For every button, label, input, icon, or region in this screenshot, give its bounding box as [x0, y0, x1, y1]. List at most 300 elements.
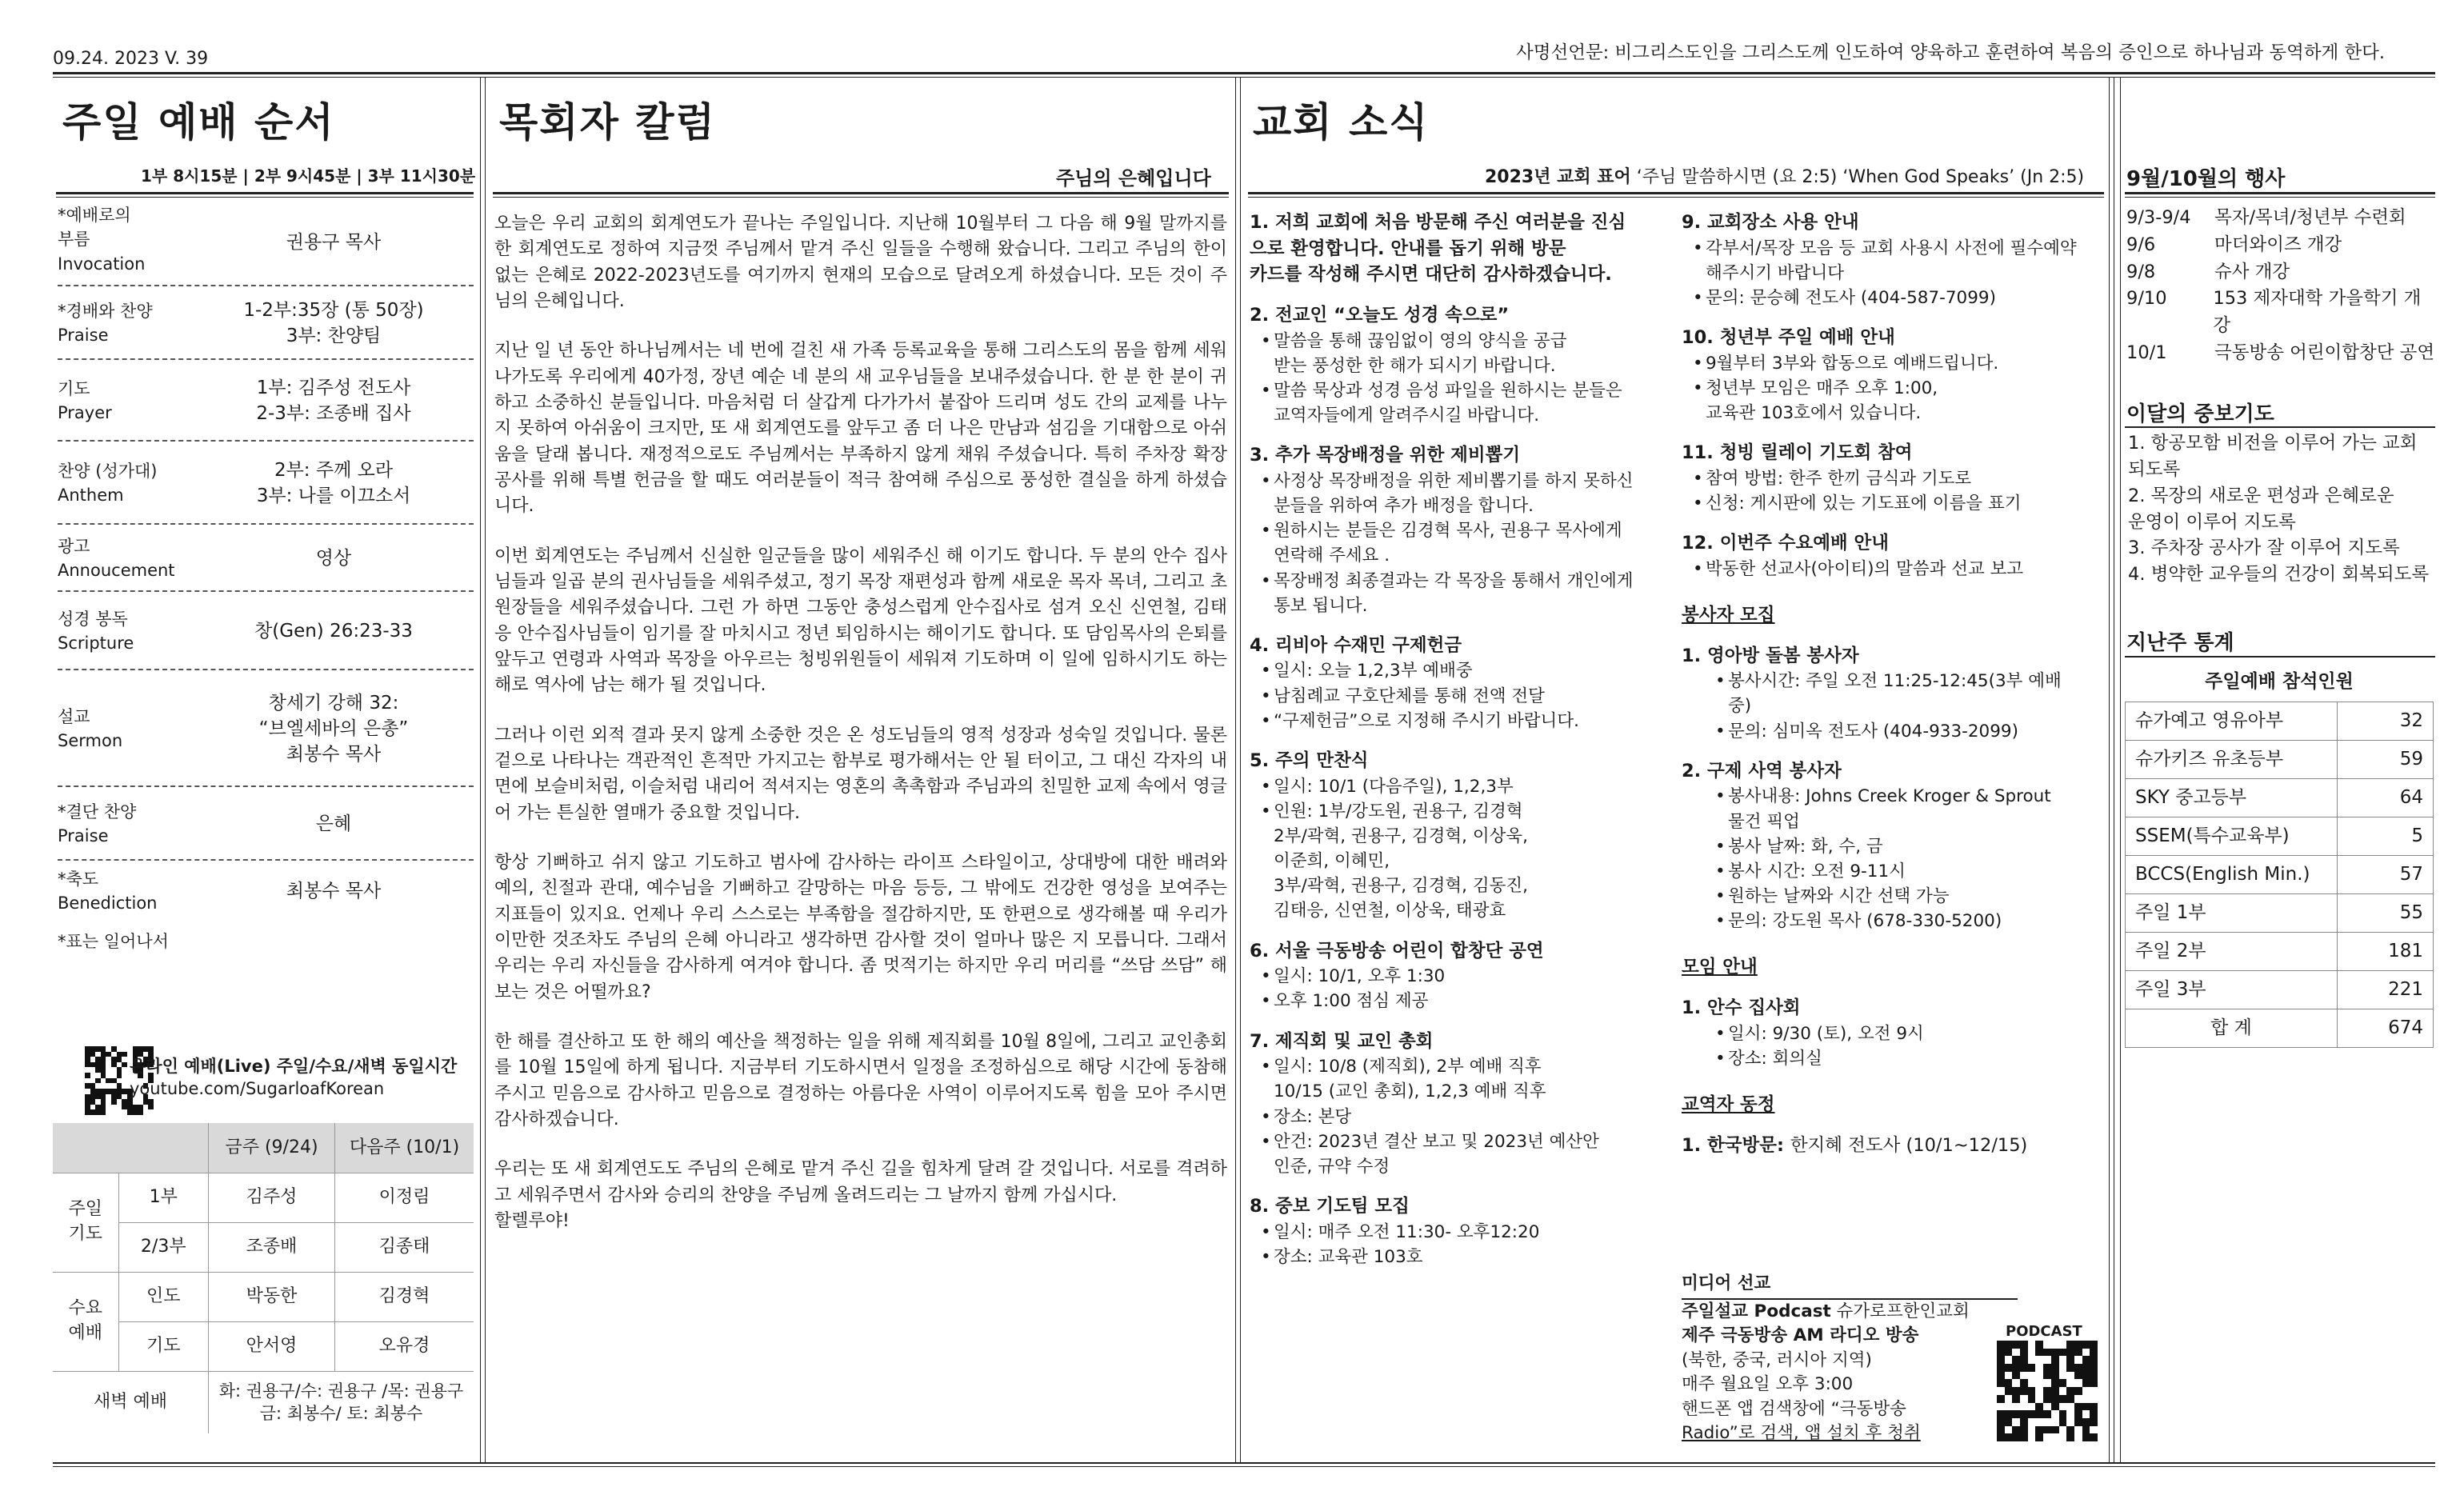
qr-module: [138, 1105, 143, 1110]
mission-statement: 사명선언문: 비그리스도인을 그리스도께 인도하여 양육하고 훈련하여 복음의 증인으로 하나님과 동역하게 한다.: [1516, 42, 2386, 63]
news-item-detail: • 안건: 2023년 결산 보고 및 2023년 예산안 인준, 규약 수정: [1250, 1129, 1682, 1179]
news-item-heading: 11. 청빙 릴레이 기도회 참여: [1682, 442, 1913, 464]
radio-app: 핸드폰 앱 검색창에 “극동방송: [1682, 1398, 1906, 1419]
news-item-detail: • 박동한 선교사(아이티)의 말씀과 선교 보고: [1682, 557, 2106, 582]
bottom-rule: [53, 1462, 2435, 1464]
qr-module: [95, 1078, 101, 1084]
issue-number: 09.24. 2023 V. 39: [53, 49, 209, 69]
event-date: 10/1: [2126, 342, 2167, 363]
qr-module: [85, 1109, 90, 1115]
qr-module: [85, 1094, 90, 1100]
qr-module: [2035, 1356, 2043, 1364]
qr-module: [85, 1073, 90, 1078]
schedule-cell: 김주성: [209, 1173, 335, 1222]
qr-module: [117, 1105, 122, 1110]
qr-module: [2082, 1395, 2090, 1403]
qr-module: [117, 1046, 122, 1052]
news-item-heading: 3. 추가 목장배정을 위한 제비뽑기: [1250, 445, 1521, 466]
schedule-row-label: 인도: [118, 1272, 209, 1321]
news-item-detail: • 봉사내용: Johns Creek Kroger & Sprout 물건 픽업: [1682, 784, 2106, 833]
qr-module: [2028, 1395, 2036, 1403]
column-body: [494, 211, 1227, 1258]
qr-module: [2074, 1387, 2082, 1395]
qr-module: [2051, 1433, 2059, 1441]
qr-module: [2082, 1356, 2090, 1364]
qr-module: [2082, 1418, 2090, 1426]
prayer-item: 4. 병약한 교우들의 건강이 회복되도록: [2128, 564, 2430, 586]
qr-module: [2082, 1433, 2090, 1441]
news-item-detail: • 장소: 본당: [1250, 1105, 1682, 1129]
qr-module: [2059, 1349, 2067, 1357]
qr-module: [85, 1062, 90, 1068]
qr-module: [2082, 1341, 2090, 1349]
qr-module: [2082, 1364, 2090, 1372]
attendance-value: 5: [2338, 817, 2434, 856]
worship-order-label: 성경 봉독 Scripture: [58, 609, 134, 653]
event-row: [2126, 205, 2435, 232]
qr-module: [2051, 1341, 2059, 1349]
qr-module: [148, 1105, 154, 1110]
worship-order-item: [58, 670, 474, 787]
qr-module: [2059, 1433, 2067, 1441]
attendance-row: [2126, 817, 2434, 856]
events-list: [2126, 205, 2435, 367]
qr-module: [2051, 1395, 2059, 1403]
qr-module: [90, 1083, 96, 1089]
qr-module: [111, 1057, 117, 1062]
qr-module: [2005, 1341, 2013, 1349]
qr-module: [1997, 1426, 2005, 1434]
qr-module: [2043, 1433, 2051, 1441]
qr-module: [101, 1062, 106, 1068]
worship-order-item: [58, 198, 474, 286]
qr-module: [2090, 1356, 2098, 1364]
qr-module: [2035, 1372, 2043, 1380]
attendance-value: 221: [2338, 971, 2434, 1009]
qr-module: [2090, 1372, 2098, 1380]
schedule-head-blank: [53, 1123, 209, 1173]
qr-module: [2082, 1349, 2090, 1357]
event-name: 153 제자대학 가을학기 개강: [2213, 288, 2422, 336]
news-item-detail: • 청년부 모임은 매주 오후 1:00, 교육관 103호에서 있습니다.: [1682, 376, 2106, 426]
qr-module: [2090, 1426, 2098, 1434]
qr-module: [111, 1089, 117, 1094]
qr-module: [2020, 1356, 2028, 1364]
qr-module: [143, 1109, 149, 1115]
qr-module: [2028, 1341, 2036, 1349]
news-item-detail: • 일시: 10/1 (다음주일), 1,2,3부: [1250, 774, 1682, 799]
qr-module: [2051, 1372, 2059, 1380]
qr-module: [2066, 1410, 2074, 1418]
column-paragraph: 오늘은 우리 교회의 회계연도가 끝나는 주일입니다. 지난해 10월부터 그 다음 해 9월 말까지를 한 회계연도로 정하여 지금껏 주님께서 맡겨 주신 일들을 수행해 왔습니다. 그리고 주님의 한이 없는 은혜로 2022-2023년도를 여기까지 현재의 모습으로 달려오게 하셨습니다. 모든 것이 주님의 은혜입니다.: [494, 214, 1227, 311]
qr-module: [106, 1057, 111, 1062]
worship-order-item: [58, 360, 474, 442]
qr-module: [122, 1067, 127, 1073]
qr-module: [2066, 1356, 2074, 1364]
qr-module: [122, 1099, 127, 1105]
qr-module: [106, 1062, 111, 1068]
qr-module: [2066, 1372, 2074, 1380]
prayer-schedule-table: [53, 1123, 474, 1433]
qr-module: [2028, 1387, 2036, 1395]
qr-module: [90, 1073, 96, 1078]
news-item-detail: • 문의: 강도원 목사 (678-330-5200): [1682, 909, 2106, 933]
attendance-row: [2126, 933, 2434, 971]
news-item-heading: [1682, 1133, 2106, 1159]
news-item-heading: 6. 서울 극동방송 어린이 합창단 공연: [1250, 940, 1544, 961]
qr-module: [2090, 1403, 2098, 1411]
news-item-detail: • 일시: 9/30 (토), 오전 9시: [1682, 1021, 2106, 1046]
column-title: 목회자 칼럼: [499, 99, 716, 146]
qr-module: [90, 1052, 96, 1057]
news-item-detail: • 장소: 회의실: [1682, 1046, 2106, 1071]
qr-module: [95, 1057, 101, 1062]
qr-module: [90, 1109, 96, 1115]
prayer-item: 1. 항공모함 비전을 이루어 가는 교회 되도록: [2128, 433, 2418, 480]
news-item-detail: • 오후 1:00 점심 제공: [1250, 989, 1682, 1013]
attendance-row: [2126, 779, 2434, 817]
qr-module: [2035, 1349, 2043, 1357]
news-heading-detail: 한지혜 전도사 (10/1~12/15): [1790, 1134, 2028, 1156]
qr-module: [2090, 1364, 2098, 1372]
qr-module: [2035, 1410, 2043, 1418]
event-row: [2126, 286, 2435, 340]
qr-module: [2043, 1387, 2051, 1395]
qr-module: [122, 1089, 127, 1094]
qr-module: [2066, 1387, 2074, 1395]
news-item-detail: • 일시: 오늘 1,2,3부 예배중: [1250, 658, 1682, 683]
online-worship-title: 온라인 예배(Live) 주일/수요/새벽 동일시간: [130, 1057, 458, 1076]
qr-module: [2005, 1356, 2013, 1364]
attendance-value: 64: [2338, 779, 2434, 817]
qr-module: [2051, 1410, 2059, 1418]
schedule-row-label: 1부: [118, 1173, 209, 1222]
qr-module: [106, 1078, 111, 1084]
qr-module: [2035, 1433, 2043, 1441]
qr-module: [117, 1094, 122, 1100]
qr-module: [1997, 1349, 2005, 1357]
qr-module: [2035, 1403, 2043, 1411]
qr-module: [2005, 1379, 2013, 1387]
qr-module: [95, 1067, 101, 1073]
qr-module: [2074, 1341, 2082, 1349]
qr-module: [148, 1109, 154, 1115]
attendance-label: 슈가예고 영유아부: [2126, 702, 2338, 741]
qr-module: [2074, 1410, 2082, 1418]
schedule-dawn-value: 화: 권용구/수: 권용구 /목: 권용구 금: 최봉수/ 토: 최봉수: [218, 1381, 464, 1424]
qr-module: [122, 1057, 127, 1062]
column-paragraph: 지난 일 년 동안 하나님께서는 네 번에 걸친 새 가족 등록교육을 통해 그리스도의 몸을 함께 세워 나가도록 우리에게 40가정, 장년 예순 네 분의 새 교우님들을 보내주셨습니다. 한 분 한 분이 귀하고 소중하신 분들입니다. 마음처럼 더 살갑게 다가가서 붙잡아 드리며 성도 간의 교제를 나누지 못하여 아쉬움이 크지만, 또 새 회계연도를 앞두고 좀 더 나은 만남과 섬김을 기대함으로 아쉬움을 달래 봅니다. 재정적으로도 주님께서는 부족하지 않게 채워 주셨습니다. 특히 주차장 확장 공사를 위해 특별 헌금을 할 때도 여러분들이 적극 참여해 주심으로 풍성한 결실을 하게 하셨습니다.: [494, 341, 1227, 517]
prayer-list: [2128, 430, 2435, 588]
qr-module: [2090, 1387, 2098, 1395]
event-row: [2126, 340, 2435, 367]
qr-module: [101, 1057, 106, 1062]
attendance-label: 합 계: [2126, 1009, 2338, 1048]
attendance-label: SKY 중고등부: [2126, 779, 2338, 817]
prayer-item: 2. 목장의 새로운 편성과 은혜로운 운영이 이루어 지도록: [2128, 485, 2394, 533]
qr-module: [90, 1046, 96, 1052]
worship-order-value: 은혜: [315, 813, 352, 834]
qr-module: [122, 1073, 127, 1078]
qr-module: [2082, 1426, 2090, 1434]
attendance-label: SSEM(특수교육부): [2126, 817, 2338, 856]
schedule-cell: 박동한: [209, 1272, 335, 1321]
qr-module: [117, 1057, 122, 1062]
qr-module: [2090, 1433, 2098, 1441]
qr-module: [2059, 1379, 2067, 1387]
qr-module: [95, 1052, 101, 1057]
news-section-heading: 교역자 동정: [1682, 1094, 1775, 1116]
qr-module: [2059, 1418, 2067, 1426]
news-item-heading: 1. 안수 집사회: [1682, 997, 1801, 1019]
schedule-head-next-week: 다음주 (10/1): [335, 1123, 474, 1173]
qr-module: [2074, 1395, 2082, 1403]
qr-module: [2059, 1387, 2067, 1395]
qr-module: [2082, 1387, 2090, 1395]
qr-module: [90, 1099, 96, 1105]
column-paragraph: 이번 회계연도는 주님께서 신실한 일군들을 많이 세워주신 해 이기도 합니다. 두 분의 안수 집사님들과 일곱 분의 권사님들을 세워주셨고, 정기 목장 재편성과 함께 새로운 목자 목녀, 그리고 초원장들을 세워주셨습니다. 그런 가 하면 그동안 충성스럽게 안수집사로 섬겨 오신 신연철, 김태응 안수집사님들이 임기를 잘 마치시고 정년 퇴임하시는 해이기도 합니다. 또 담임목사의 은퇴를 앞두고 연령과 사역과 목장을 아우르는 청빙위원들이 세워져 기도하며 이 일에 임하시기도 하는 해로 역사에 남는 해가 될 것입니다.: [494, 546, 1227, 696]
qr-module: [2043, 1379, 2051, 1387]
qr-module: [90, 1062, 96, 1068]
news-item-detail: • 인원: 1부/강도원, 권용구, 김경혁 2부/곽혁, 권용구, 김경혁, 이상욱, 이준희, 이혜민, 3부/곽혁, 권용구, 김경혁, 김동진, 김태응, 신연철, 이상욱, 태광효: [1250, 799, 1682, 924]
column-paragraph: 항상 기뻐하고 쉬지 않고 기도하고 범사에 감사하는 라이프 스타일이고, 상대방에 대한 배려와 예의, 친절과 관대, 예수님을 기뻐하고 갈망하는 마음 등등, 그 밖에도 건강한 영성을 보여주는 지표들이 있지요. 언제나 우리 스스로는 부족함을 절감하지만, 또 한편으로 생각해볼 때 우리가 이만한 것조차도 주님의 은혜 아니라고 생각하면 감사할 것이 얼마나 많은 지 모릅니다. 그래서 우리는 우리 자신들을 감사하게 여겨야 합니다. 좀 멋적기는 하지만 우리 머리를 “쓰담 쓰담” 해 보는 것은 어떨까요?: [494, 852, 1227, 1002]
qr-module: [106, 1067, 111, 1073]
qr-module: [1997, 1379, 2005, 1387]
news-item-detail: • 봉사 날짜: 화, 수, 금: [1682, 834, 2106, 859]
qr-module: [101, 1046, 106, 1052]
attendance-row: [2126, 971, 2434, 1009]
qr-module: [2035, 1426, 2043, 1434]
qr-module: [111, 1073, 117, 1078]
qr-module: [85, 1083, 90, 1089]
news-list-right: [1682, 210, 2106, 1158]
qr-module: [1997, 1433, 2005, 1441]
qr-module: [2005, 1426, 2013, 1434]
qr-module: [1997, 1395, 2005, 1403]
worship-order-item: [58, 525, 474, 592]
qr-module: [111, 1078, 117, 1084]
worship-order-label: *경배와 찬양 Praise: [58, 301, 153, 345]
qr-module: [2020, 1379, 2028, 1387]
qr-module: [122, 1083, 127, 1089]
qr-module: [2012, 1341, 2020, 1349]
radio-title: 제주 극동방송 AM 라디오 방송: [1682, 1325, 1919, 1346]
podcast-label: 주일설교 Podcast: [1682, 1301, 1831, 1321]
qr-module: [2005, 1387, 2013, 1395]
qr-module: [2012, 1349, 2020, 1357]
qr-module: [111, 1046, 117, 1052]
qr-module: [85, 1078, 90, 1084]
news-item-heading: 9. 교회장소 사용 안내: [1682, 212, 1859, 233]
worship-order-value: 2부: 주께 오라 3부: 나를 이끄소서: [256, 460, 411, 507]
news-section-heading: 봉사자 모집: [1682, 605, 1775, 626]
qr-module: [2028, 1349, 2036, 1357]
schedule-head-this-week: 금주 (9/24): [209, 1123, 335, 1173]
qr-module: [2066, 1379, 2074, 1387]
qr-module: [2043, 1395, 2051, 1403]
qr-module: [2059, 1426, 2067, 1434]
qr-module: [95, 1062, 101, 1068]
worship-times: 1부 8시15분 | 2부 9시45분 | 3부 11시30분: [141, 166, 476, 186]
column-subtitle: 주님의 은혜입니다: [1056, 167, 1211, 190]
event-name: 극동방송 어린이합창단 공연: [2214, 342, 2435, 363]
news-title: 교회 소식: [1253, 99, 1430, 146]
event-row: [2126, 259, 2435, 286]
qr-module: [2090, 1410, 2098, 1418]
podcast-qr-code[interactable]: [1997, 1341, 2098, 1441]
news-item-detail: • 사정상 목장배정을 위한 제비뽑기를 하지 못하신 분들을 위하여 추가 배정을 합니다.: [1250, 469, 1682, 518]
qr-module: [2012, 1356, 2020, 1364]
qr-module: [101, 1067, 106, 1073]
qr-module: [117, 1099, 122, 1105]
qr-module: [117, 1052, 122, 1057]
news-item-heading: 1. 저희 교회에 처음 방문해 주신 여러분을 진심 으로 환영합니다. 안내를 돕기 위해 방문 카드를 작성해 주시면 대단히 감사하겠습니다.: [1250, 212, 1626, 286]
qr-module: [2020, 1341, 2028, 1349]
qr-module: [2082, 1379, 2090, 1387]
qr-module: [2028, 1418, 2036, 1426]
radio-time: 매주 월요일 오후 3:00: [1682, 1374, 1854, 1395]
schedule-cell: 오유경: [335, 1321, 474, 1371]
event-date: 9/3-9/4: [2126, 207, 2191, 228]
news-item-detail: • 원하시는 분들은 김경혁 목사, 권용구 목사에게 연락해 주세요 .: [1250, 518, 1682, 568]
qr-module: [2012, 1410, 2020, 1418]
qr-module: [106, 1094, 111, 1100]
qr-module: [2005, 1349, 2013, 1357]
news-item-heading: 10. 청년부 주일 예배 안내: [1682, 327, 1895, 349]
worship-order-value: 창(Gen) 26:23-33: [254, 621, 413, 642]
qr-module: [111, 1099, 117, 1105]
qr-module: [106, 1046, 111, 1052]
news-item-detail: • 원하는 날짜와 시간 선택 가능: [1682, 884, 2106, 909]
news-item-detail: • 일시: 매주 오전 11:30- 오후12:20: [1250, 1220, 1682, 1245]
qr-module: [2043, 1372, 2051, 1380]
qr-module: [2020, 1433, 2028, 1441]
qr-module: [111, 1052, 117, 1057]
attendance-label: 주일 3부: [2126, 971, 2338, 1009]
news-item-detail: • 말씀을 통해 끊임없이 영의 양식을 공급 받는 풍성한 한 해가 되시기 바랍니다.: [1250, 329, 1682, 378]
qr-module: [2012, 1403, 2020, 1411]
qr-module: [2051, 1349, 2059, 1357]
qr-module: [85, 1105, 90, 1110]
qr-module: [2043, 1349, 2051, 1357]
qr-module: [2043, 1426, 2051, 1434]
event-name: 마더와이즈 개강: [2214, 234, 2342, 255]
qr-module: [122, 1052, 127, 1057]
worship-order-item: [58, 442, 474, 525]
qr-module: [2090, 1341, 2098, 1349]
news-item-detail: • 봉사 시간: 오전 9-11시: [1682, 859, 2106, 884]
qr-module: [106, 1099, 111, 1105]
qr-module: [2035, 1341, 2043, 1349]
qr-module: [90, 1094, 96, 1100]
qr-module: [106, 1089, 111, 1094]
attendance-table: [2125, 702, 2434, 1048]
qr-module: [101, 1083, 106, 1089]
news-list-left: [1250, 210, 1682, 1269]
attendance-label: 주일 1부: [2126, 894, 2338, 933]
qr-module: [2074, 1403, 2082, 1411]
worship-order-value: 창세기 강해 32: “브엘세바의 은총” 최봉수 목사: [258, 692, 409, 765]
qr-module: [117, 1067, 122, 1073]
qr-module: [127, 1046, 133, 1052]
qr-module: [127, 1105, 133, 1110]
news-item-heading: 1. 영아방 돌봄 봉사자: [1682, 645, 1859, 666]
schedule-cell: 김경혁: [335, 1272, 474, 1321]
qr-module: [2066, 1403, 2074, 1411]
qr-module: [106, 1073, 111, 1078]
qr-module: [2043, 1341, 2051, 1349]
qr-module: [2043, 1410, 2051, 1418]
qr-module: [2028, 1410, 2036, 1418]
qr-module: [2020, 1418, 2028, 1426]
stats-head: 주일예배 참석인원: [2205, 671, 2354, 692]
qr-module: [2059, 1403, 2067, 1411]
qr-module: [101, 1109, 106, 1115]
news-item-detail: • 9월부터 3부와 합동으로 예배드립니다.: [1682, 351, 2106, 376]
attendance-label: 슈가키즈 유초등부: [2126, 741, 2338, 779]
qr-module: [101, 1078, 106, 1084]
qr-module: [101, 1099, 106, 1105]
news-section-heading: 모임 안내: [1682, 957, 1758, 978]
youtube-link[interactable]: youtube.com/SugarloafKorean: [130, 1079, 385, 1098]
qr-module: [117, 1078, 122, 1084]
prayer-item: 3. 주차장 공사가 잘 이루어 지도록: [2128, 538, 2400, 559]
worship-order-label: 기도 Prayer: [58, 378, 112, 422]
qr-module: [101, 1052, 106, 1057]
attendance-value: 32: [2338, 702, 2434, 741]
qr-module: [2059, 1341, 2067, 1349]
qr-module: [2005, 1410, 2013, 1418]
schedule-cell: 김종태: [335, 1222, 474, 1272]
news-item-detail: • 봉사시간: 주일 오전 11:25-12:45(3부 예배 중): [1682, 669, 2106, 718]
qr-module: [1997, 1387, 2005, 1395]
radio-region: (북한, 중국, 러시아 지역): [1682, 1349, 1872, 1370]
qr-module: [95, 1083, 101, 1089]
qr-module: [2020, 1349, 2028, 1357]
qr-module: [2020, 1387, 2028, 1395]
qr-module: [117, 1083, 122, 1089]
motto-text: ‘주님 말씀하시면 (요 2:5) ‘When God Speaks’ (Jn 2:5): [1630, 167, 2085, 187]
qr-module: [2082, 1372, 2090, 1380]
column-paragraph: 우리는 또 새 회계연도도 주님의 은혜로 맡겨 주신 길을 힘차게 달려 갈 것입니다. 서로를 격려하고 세워주면서 감사와 승리의 찬양을 주님께 올려드리는 그 날까지 함께 가십시다. 할렐루야!: [494, 1159, 1227, 1231]
news-item-heading: 4. 리비아 수재민 구제헌금: [1250, 634, 1462, 656]
church-motto: [1485, 165, 2084, 190]
qr-module: [133, 1046, 138, 1052]
qr-module: [2074, 1364, 2082, 1372]
qr-module: [2090, 1418, 2098, 1426]
qr-module: [101, 1105, 106, 1110]
qr-module: [2051, 1418, 2059, 1426]
qr-module: [2028, 1364, 2036, 1372]
news-item-heading: 12. 이번주 수요예배 안내: [1682, 533, 1889, 554]
attendance-value: 181: [2338, 933, 2434, 971]
news-item-detail: • “구제헌금”으로 지정해 주시기 바랍니다.: [1250, 709, 1682, 734]
schedule-cell: 이정림: [335, 1173, 474, 1222]
news-item-heading: 2. 구제 사역 봉사자: [1682, 760, 1842, 781]
qr-module: [85, 1067, 90, 1073]
qr-module: [122, 1109, 127, 1115]
radio-app-2: Radio”로 검색, 앱 설치 후 청취: [1682, 1423, 1921, 1444]
qr-module: [2066, 1364, 2074, 1372]
qr-module: [111, 1094, 117, 1100]
qr-module: [95, 1089, 101, 1094]
attendance-value: 59: [2338, 741, 2434, 779]
qr-module: [2012, 1395, 2020, 1403]
qr-module: [117, 1073, 122, 1078]
attendance-label: BCCS(English Min.): [2126, 856, 2338, 894]
qr-module: [106, 1083, 111, 1089]
news-item-detail: • 참여 방법: 한주 한끼 금식과 기도로: [1682, 466, 2106, 491]
